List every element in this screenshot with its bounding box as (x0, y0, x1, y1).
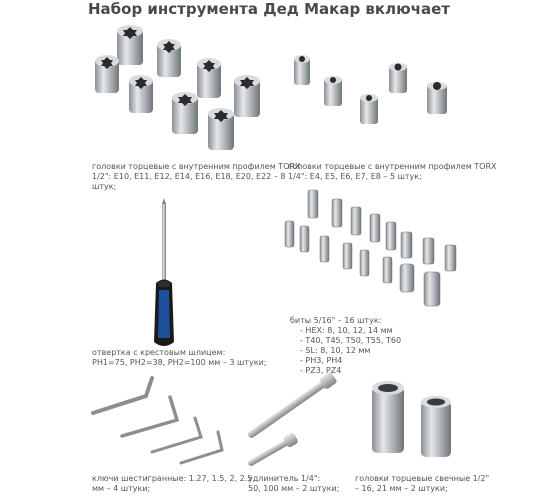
list-item: - T40, T45, T50, T55, T60 (300, 336, 402, 345)
list-item: - SL: 8, 10, 12 мм (300, 346, 371, 355)
caption-screwdriver: отвертка с крестовым шлицем: PH1=75, PH2=38, PH2=100 мм – 3 штуки; (92, 348, 267, 367)
torx-quarter-sockets (294, 55, 447, 124)
list-item: - PZ3, PZ4 (300, 366, 342, 375)
caption-hex-keys: ключи шестигранные: 1.27, 1.5, 2, 2.5 мм – 4 штуки; (92, 474, 253, 493)
torx-half-sockets (95, 25, 260, 150)
hex-keys (93, 378, 222, 463)
bits-set (285, 190, 456, 306)
caption-spark-sockets: головки торцевые свечные 1/2" – 16, 21 мм – 2 штуки; (355, 474, 490, 493)
caption-torx-quarter: головки торцевые с внутренним профилем TORX 1/4": E4, E5, E6, E7, E8 – 5 штук; (288, 162, 497, 181)
list-item: - HEX: 8, 10, 12, 14 мм (300, 326, 393, 335)
list-item: - PH3, PH4 (300, 356, 343, 365)
spark-plug-sockets (372, 381, 451, 457)
page-title: Набор инструмента Дед Макар включает (88, 0, 450, 18)
bits-list (290, 326, 401, 376)
caption-extension: удлинитель 1/4": 50, 100 мм – 2 штуки; (248, 474, 340, 493)
caption-bits: биты 5/16" – 16 штук: - HEX: 8, 10, 12, 14 мм - T40, T45, T50, T55, T60 - SL: 8, 10, 12 мм - PH3, PH4 - PZ3, PZ4 (290, 316, 402, 375)
caption-torx-half: головки торцевые с внутренним профилем TORX 1/2": E10, E11, E12, E14, E16, E18, E20, E22 – 8 штук; (92, 162, 301, 191)
extensions (245, 371, 338, 469)
screwdriver (154, 198, 174, 346)
